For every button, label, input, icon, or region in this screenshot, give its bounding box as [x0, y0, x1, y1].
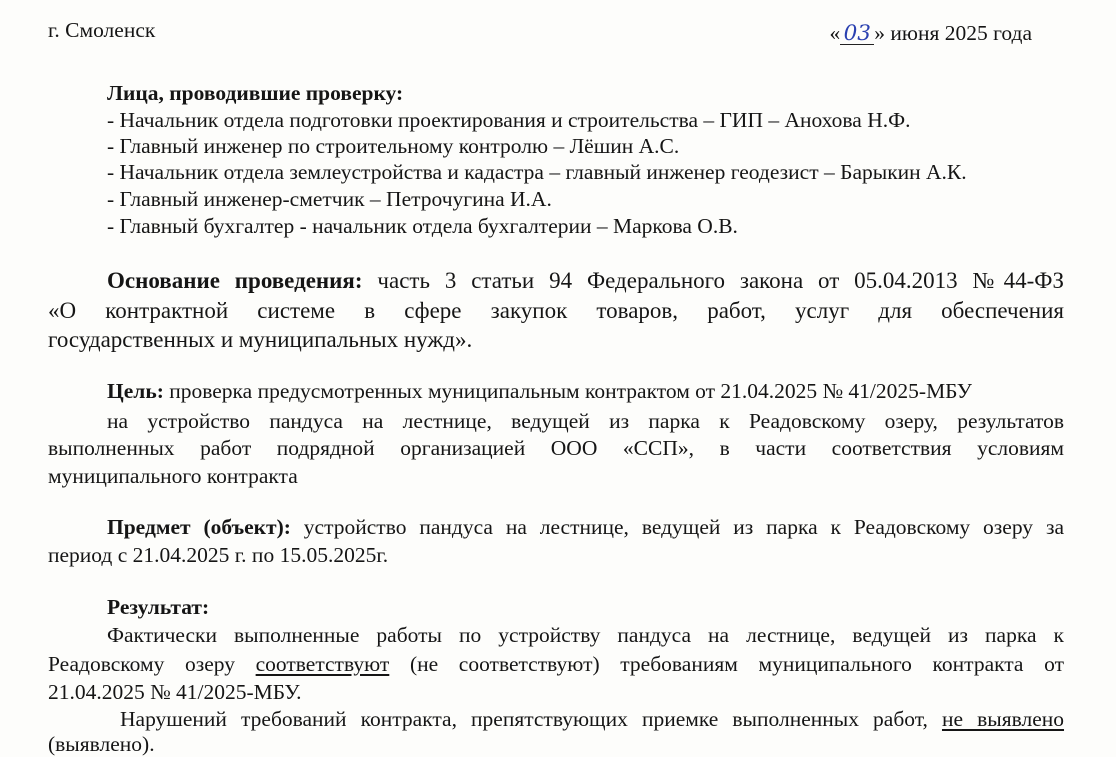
basis-line-2: «О контрактной системе в сфере закупок товаров, работ, услуг для обеспечения — [48, 298, 1064, 323]
result-line-3: 21.04.2025 № 41/2025-МБУ. — [48, 680, 302, 704]
subject-line-2: период с 21.04.2025 г. по 15.05.2025г. — [48, 543, 389, 567]
result-line-4 — [120, 706, 1064, 732]
result-heading: Результат: — [107, 595, 210, 619]
result-line-2 — [48, 651, 1064, 677]
goal-line-2: на устройство пандуса на лестнице, ведущей из парка к Реадовскому озеру, результатов — [107, 409, 1064, 433]
basis-label: Основание проведения: — [107, 268, 363, 293]
result-line-2-post: (не соответствуют) требованиям муниципального контракта от — [389, 652, 1064, 676]
subject-line-1 — [107, 514, 1064, 540]
inspector-item: - Главный инженер по строительному контролю – Лёшин А.С. — [107, 134, 680, 158]
goal-label: Цель: — [107, 379, 164, 403]
subject-label: Предмет (объект): — [107, 515, 291, 539]
result-line-1: Фактически выполненные работы по устройству пандуса на лестнице, ведущей из парка к — [107, 623, 1064, 647]
date-rest: » июня 2025 года — [874, 21, 1032, 45]
inspector-item: - Начальник отдела землеустройства и кадастра – главный инженер геодезист – Барыкин А.К. — [107, 160, 967, 184]
document-date — [830, 20, 1032, 46]
result-line-4-pre: Нарушений требований контракта, препятствующих приемке выполненных работ, — [120, 707, 942, 731]
basis-line-1 — [107, 268, 1064, 294]
basis-line-3: государственных и муниципальных нужд». — [48, 327, 473, 352]
result-line-5: (выявлено). — [48, 732, 155, 756]
goal-line-4: муниципального контракта — [48, 464, 298, 488]
subject-text-1: устройство пандуса на лестнице, ведущей из парка к Реадовскому озеру за — [290, 515, 1064, 539]
inspector-item: - Главный инженер-сметчик – Петрочугина И.А. — [107, 187, 552, 211]
goal-line-1 — [107, 378, 1064, 404]
inspector-item: - Начальник отдела подготовки проектирования и строительства – ГИП – Анохова Н.Ф. — [107, 108, 911, 132]
handwritten-day: 03 — [840, 24, 874, 45]
goal-line-3: выполненных работ подрядной организацией ООО «ССП», в части соответствия условиям — [48, 436, 1064, 460]
result-not-found: не выявлено — [941, 707, 1065, 731]
date-open-quote: « — [829, 21, 841, 45]
basis-text-1: часть 3 статьи 94 Федерального закона от 05.04.2013 №44-ФЗ — [362, 268, 1064, 293]
city-label: г. Смоленск — [48, 18, 156, 42]
inspector-item: - Главный бухгалтер - начальник отдела бухгалтерии – Маркова О.В. — [107, 214, 738, 238]
inspectors-heading: Лица, проводившие проверку: — [107, 81, 404, 105]
result-conforms: соответствуют — [255, 652, 390, 676]
goal-text-1: проверка предусмотренных муниципальным контрактом от 21.04.2025 № 41/2025-МБУ — [163, 379, 972, 403]
result-line-2-pre: Реадовскому озеру — [48, 652, 256, 676]
